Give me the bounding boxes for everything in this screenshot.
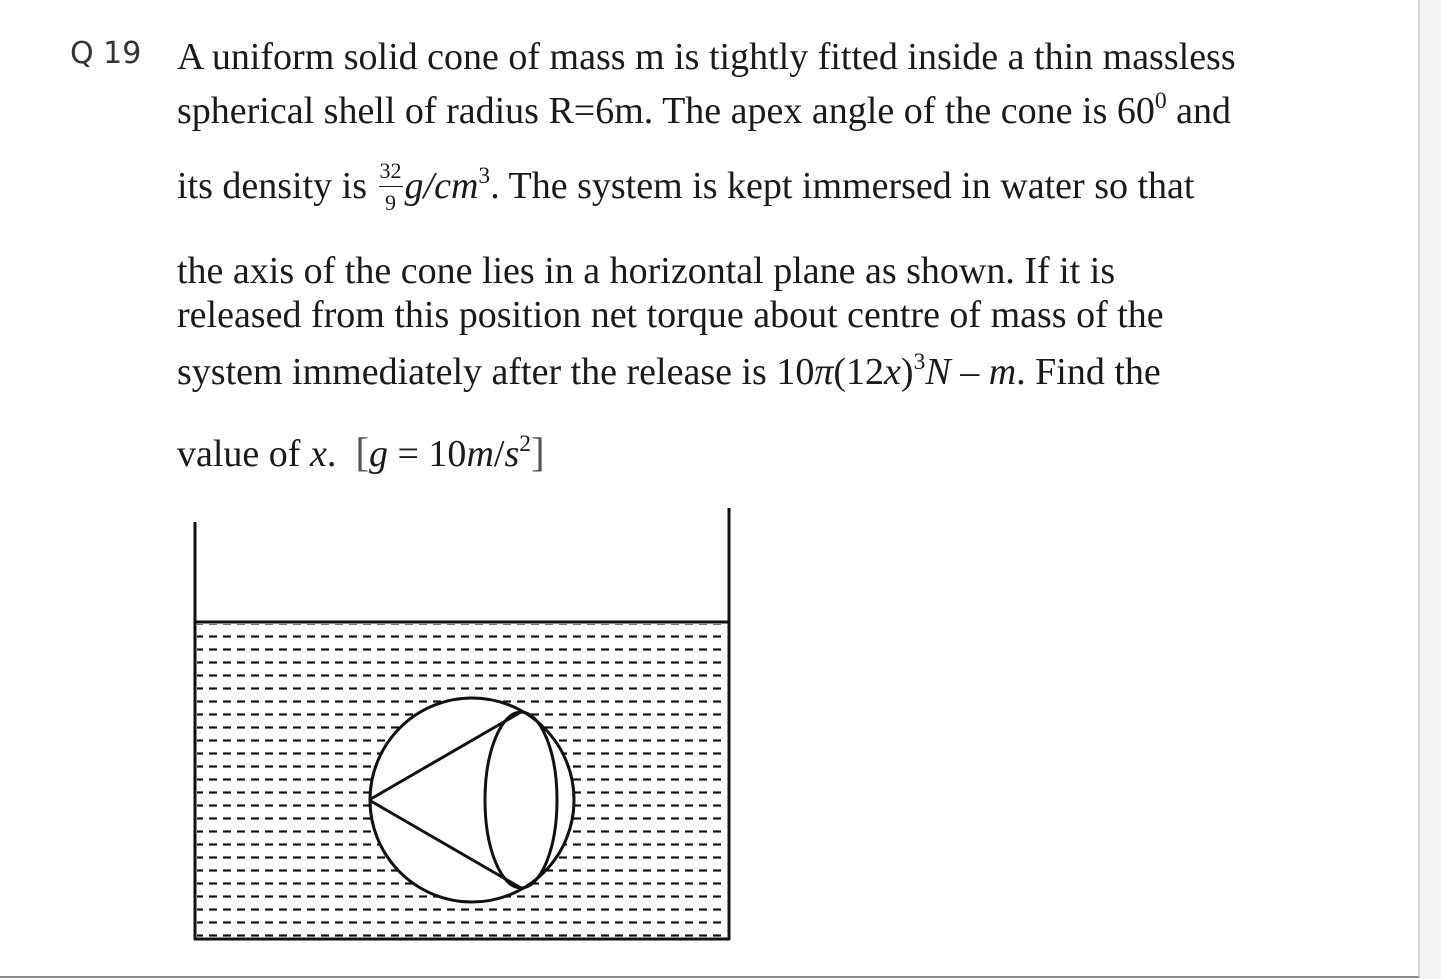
square-superscript: 2 xyxy=(519,431,532,458)
question-line-5: released from this position net torque about centre of mass of the xyxy=(177,294,1164,336)
question-line-3 xyxy=(177,157,1195,217)
question-line-7 xyxy=(177,429,545,475)
cone-in-water-figure xyxy=(180,500,740,950)
question-line-4: the axis of the cone lies in a horizontal plane as shown. If it is xyxy=(177,250,1116,292)
g-value: = 10 xyxy=(388,433,467,475)
line7-text: value of xyxy=(177,433,301,475)
close-bracket: ] xyxy=(531,429,545,475)
density-unit: g/cm xyxy=(404,165,479,207)
line6-text: system immediately after the release is 10 xyxy=(177,351,815,393)
line7-dot: . xyxy=(326,433,337,475)
unit-superscript: 3 xyxy=(478,163,491,190)
question-line-2 xyxy=(177,88,1232,132)
question-line-1: A uniform solid cone of mass m is tightly fitted inside a thin massless xyxy=(177,36,1236,78)
cube-superscript: 3 xyxy=(913,349,926,376)
open-bracket: [ xyxy=(355,429,369,475)
fraction-numerator: 32 xyxy=(379,159,403,187)
g-symbol: g xyxy=(369,433,388,475)
line6-close: ) xyxy=(900,351,914,393)
line2-end: and xyxy=(1166,90,1232,132)
line2-text: spherical shell of radius R=6m. The apex angle of the cone is 60 xyxy=(177,90,1155,132)
unit-m: m xyxy=(988,351,1017,393)
density-fraction xyxy=(379,159,403,214)
variable-x-2: x xyxy=(309,433,327,475)
unit-dash: – xyxy=(950,351,989,393)
g-unit-s: s xyxy=(504,433,520,475)
variable-x: x xyxy=(884,351,901,393)
line6-end: . Find the xyxy=(1016,351,1161,393)
degree-superscript: 0 xyxy=(1154,88,1167,115)
unit-N: N xyxy=(925,351,951,393)
line3-text: its density is xyxy=(177,165,368,207)
line6-paren: (12 xyxy=(833,351,885,393)
question-line-6 xyxy=(177,349,1161,393)
pi-symbol: π xyxy=(814,351,834,393)
line3-end: . The system is kept immersed in water so that xyxy=(490,165,1195,207)
question-number: Q 19 xyxy=(70,36,142,71)
g-unit-slash: / xyxy=(493,433,505,475)
fraction-denominator: 9 xyxy=(385,189,397,215)
g-unit-m: m xyxy=(466,433,494,475)
